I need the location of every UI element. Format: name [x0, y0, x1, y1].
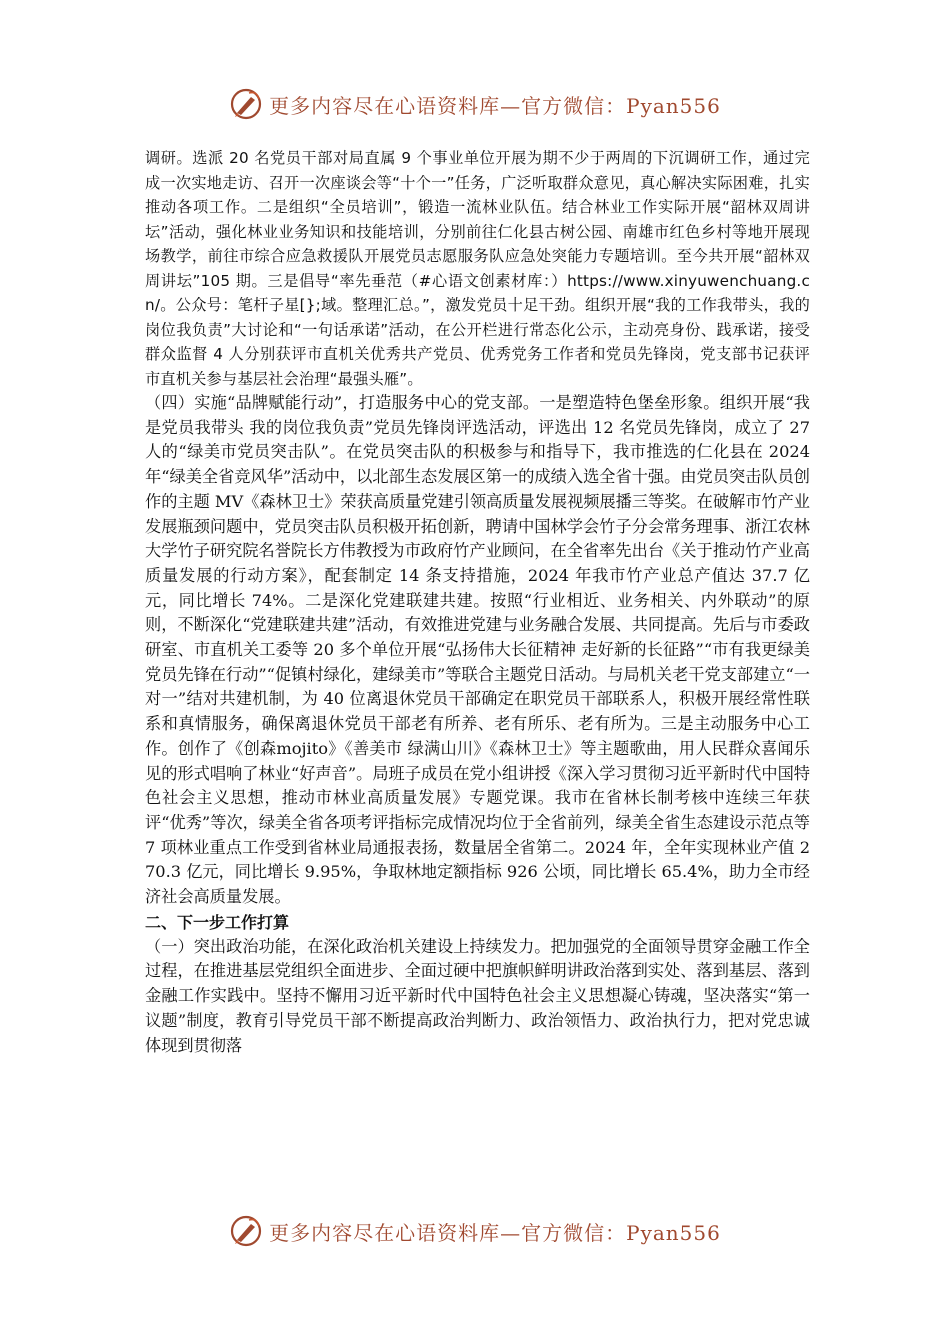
paragraph-brand-action: （四）实施“品牌赋能行动”，打造服务中心的党支部。一是塑造特色堡垒形象。组织开展“我是党员我带头 我的岗位我负责”党员先锋岗评选活动，评选出 12 名党员先锋岗，成立了 27 人的“绿美市党员突击队”。在党员突击队的积极参与和指导下，我市推选的仁化县在 2024 年“绿美全省竞风华”活动中，以北部生态发展区第一的成绩入选全省十强。由党员突击队员创作的主题 MV《森林卫士》荣获高质量党建引领高质量发展视频展播三等奖。在破解市竹产业发展瓶颈问题中，党员突击队员积极开拓创新，聘请中国林学会竹子分会常务理事、浙江农林大学竹子研究院名誉院长方伟教授为市政府竹产业顾问，在全省率先出台《关于推动竹产业高质量发展的行动方案》，配套制定 14 条支持措施，2024 年我市竹产业总产值达 37.7 亿元，同比增长 74%。二是深化党建联建共建。按照“行业相近、业务相关、内外联动”的原则，不断深化“党建联建共建”活动，有效推进党建与业务融合发展、共同提高。先后与市委政研室、市直机关工委等 20 多个单位开展“弘扬伟大长征精神 走好新的长征路”“市有我更绿美党员先锋在行动”“促镇村绿化，建绿美市”等联合主题党日活动。与局机关老干党支部建立“一对一”结对共建机制，为 40 位离退休党员干部确定在职党员干部联系人，积极开展经常性联系和真情服务，确保离退休党员干部老有所养、老有所乐、老有所为。三是主动服务中心工作。创作了《创森mojito》《善美市 绿满山川》《森林卫士》等主题歌曲，用人民群众喜闻乐见的形式唱响了林业“好声音”。局班子成员在党小组讲授《深入学习贯彻习近平新时代中国特色社会主义思想，推动市林业高质量发展》专题党课。我市在省林长制考核中连续三年获评“优秀”等次，绿美全省各项考评指标完成情况均位于全省前列，绿美全省生态建设示范点等 7 项林业重点工作受到省林业局通报表扬，数量居全省第二。2024 年，全年实现林业产值 270.3 亿元，同比增长 9.95%，争取林地定额指标 926 公顷，同比增长 65.4%，助力全市经济社会高质量发展。 [145, 393, 810, 907]
paragraph-training: 调研。选派 20 名党员干部对局直属 9 个事业单位开展为期不少于两周的下沉调研工作，通过完成一次实地走访、召开一次座谈会等“十个一”任务，广泛听取群众意见，真心解决实际困难，扎实推动各项工作。二是组织“全员培训”，锻造一流林业队伍。结合林业工作实际开展“韶林双周讲坛”活动，强化林业业务知识和技能培训，分别前往仁化县古树公园、南雄市红色乡村等地开展现场教学，前往市综合应急救援队开展党员志愿服务队应急处突能力专题培训。至今共开展“韶林双周讲坛”105 期。三是倡导“率先垂范（#心语文创素材库：）https://www.xinyuwenchuang.cn/。公众号：笔杆子星[};域。整理汇总。”，激发党员十足干劲。组织开展“我的工作我带头，我的岗位我负责”大讨论和“一句话承诺”活动，在公开栏进行常态化公示，主动亮身份、践承诺，接受群众监督 4 人分别获评市直机关优秀共产党员、优秀党务工作者和党员先锋岗，党支部书记获评市直机关参与基层社会治理“最强头雁”。 [145, 149, 810, 388]
document-body [145, 146, 810, 1058]
pen-logo-icon [229, 1214, 263, 1248]
footer-banner-text: 更多内容尽在心语资料库—官方微信：Pyan556 [269, 1220, 721, 1245]
header-banner-text: 更多内容尽在心语资料库—官方微信：Pyan556 [269, 93, 721, 118]
section-heading-next-steps: 二、下一步工作打算 [145, 912, 290, 932]
header-banner [0, 84, 950, 124]
footer-banner [0, 1211, 950, 1251]
paragraph-political-function: （一）突出政治功能，在深化政治机关建设上持续发力。把加强党的全面领导贯穿金融工作全过程，在推进基层党组织全面进步、全面过硬中把旗帜鲜明讲政治落到实处、落到基层、落到金融工作实践中。坚持不懈用习近平新时代中国特色社会主义思想凝心铸魂，坚决落实“第一议题”制度，教育引导党员干部不断提高政治判断力、政治领悟力、政治执行力，把对党忠诚体现到贯彻落 [145, 936, 810, 1055]
pen-logo-icon [229, 87, 263, 121]
